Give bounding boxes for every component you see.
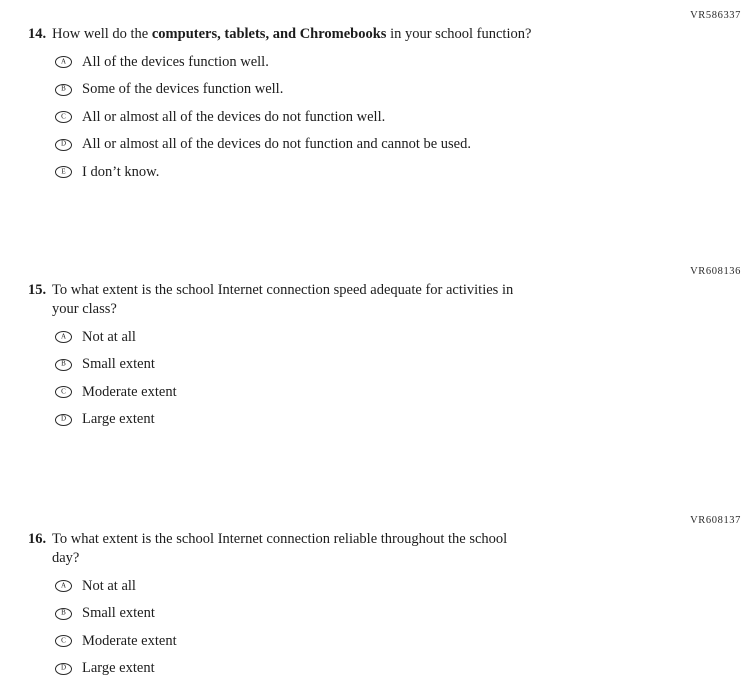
question-number: 14. [28,26,47,42]
answer-bubble[interactable] [55,580,72,592]
answer-option[interactable] [0,577,747,596]
option-label: Large extent [82,660,155,676]
answer-option[interactable] [0,383,747,402]
answer-bubble[interactable] [55,635,72,647]
options-list [0,328,747,430]
answer-option[interactable] [0,659,747,678]
answer-option[interactable] [0,135,747,154]
answer-bubble[interactable] [55,386,72,398]
option-label: Not at all [82,328,136,345]
answer-option[interactable] [0,328,747,347]
question-text-segment: day? [52,550,80,566]
bubble-letter: D [60,414,67,423]
answer-option[interactable] [0,632,747,651]
question-text-segment: How well do the [52,26,152,42]
bubble-letter: C [61,387,66,395]
answer-option[interactable] [0,163,747,182]
question-block [0,10,747,182]
answer-bubble[interactable] [55,331,72,343]
question-text [52,25,531,44]
bubble-letter: A [60,332,67,340]
option-label: Moderate extent [82,632,177,649]
question-text [52,281,513,319]
question-row [0,530,747,568]
question-text-line [52,25,531,44]
answer-option[interactable] [0,355,747,374]
question-number: 15. [28,282,47,298]
question-text-line [52,281,513,300]
question-text-line [52,530,507,549]
answer-option[interactable] [0,53,747,72]
options-list [0,53,747,182]
bubble-letter: C [61,636,66,644]
bubble-letter: D [60,139,67,148]
answer-bubble[interactable] [55,414,72,426]
answer-bubble[interactable] [55,359,72,371]
answer-option[interactable] [0,80,747,99]
question-text-segment: in your school function? [386,26,532,42]
option-label: Not at all [82,577,136,594]
question-text-line [52,300,513,319]
bubble-letter: B [61,84,66,93]
answer-bubble[interactable] [55,56,72,68]
question-text-segment: To what extent is the school Internet connection reliable throughout the school [52,531,508,547]
option-label: Large extent [82,411,155,427]
bubble-letter: B [61,608,66,617]
option-label: All or almost all of the devices do not function well. [82,108,386,125]
option-label: Small extent [82,605,155,621]
answer-bubble[interactable] [55,663,72,675]
question-code: VR608136 [690,266,741,277]
question-block [0,266,747,429]
question-block [0,515,747,678]
question-row [0,25,747,44]
answer-bubble[interactable] [55,111,72,123]
question-row [0,281,747,319]
answer-bubble[interactable] [55,166,72,178]
bubble-letter: B [61,359,66,368]
option-label: Some of the devices function well. [82,81,284,97]
options-list [0,577,747,679]
answer-bubble[interactable] [55,608,72,620]
question-code: VR586337 [690,10,741,21]
option-label: All or almost all of the devices do not function and cannot be used. [82,136,471,152]
answer-bubble[interactable] [55,139,72,151]
answer-option[interactable] [0,108,747,127]
option-label: Small extent [82,356,155,372]
bubble-letter: A [60,581,67,589]
question-text-segment: To what extent is the school Internet connection speed adequate for activities in [52,282,514,298]
option-label: Moderate extent [82,383,177,400]
bubble-letter: A [60,57,67,65]
answer-bubble[interactable] [55,84,72,96]
answer-option[interactable] [0,604,747,623]
question-text [52,530,507,568]
question-text-segment: your class? [52,301,117,317]
question-text-segment-bold: computers, tablets, and Chromebooks [151,26,387,42]
option-label: I don’t know. [82,163,160,180]
answer-option[interactable] [0,410,747,429]
question-number: 16. [28,531,47,547]
bubble-letter: E [61,167,66,175]
bubble-letter: D [60,663,67,672]
option-label: All of the devices function well. [82,53,269,70]
question-text-line [52,549,507,568]
bubble-letter: C [61,112,66,120]
question-code: VR608137 [690,515,741,526]
